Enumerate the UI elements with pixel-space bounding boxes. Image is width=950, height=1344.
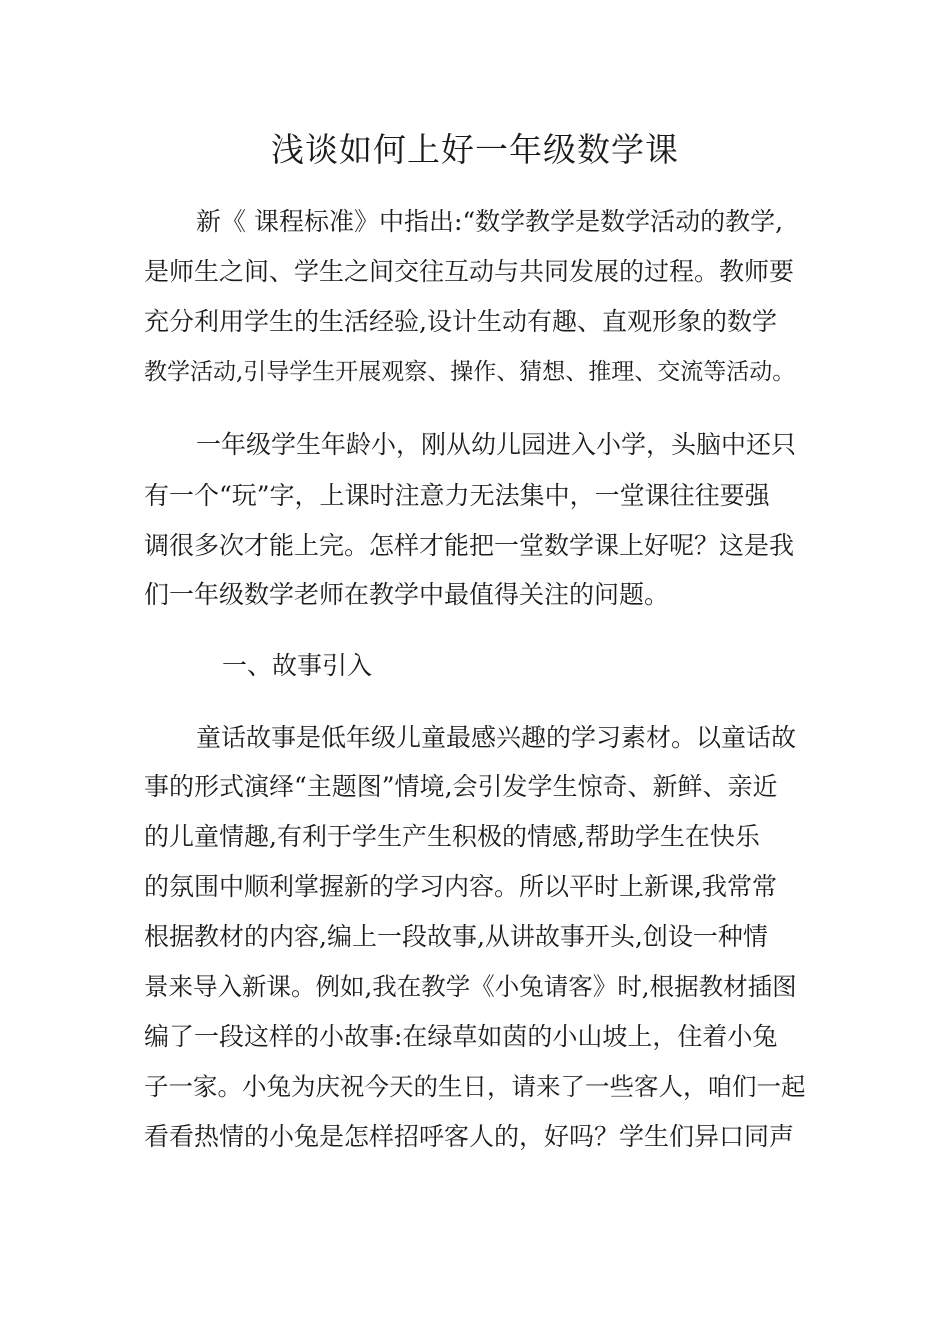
text-line: 看看热情的小兔是怎样招呼客人的，好吗？学生们异口同声	[144, 1122, 795, 1151]
document-title: 浅谈如何上好一年级数学课	[271, 130, 679, 169]
text-line: 充分利用学生的生活经验,设计生动有趣、直观形象的数学	[144, 307, 777, 336]
text-line: 新《 课程标准》中指出:“数学教学是数学活动的教学,	[196, 207, 784, 236]
text-line: 是师生之间、学生之间交往互动与共同发展的过程。教师要	[144, 257, 795, 286]
text-line: 有一个“玩”字，上课时注意力无法集中，一堂课往往要强	[144, 481, 770, 510]
text-line: 景来导入新课。例如,我在教学《小兔请客》时,根据教材插图	[144, 972, 797, 1001]
text-line: 的氛围中顺利掌握新的学习内容。所以平时上新课,我常常	[144, 872, 777, 901]
text-line: 教学活动,引导学生开展观察、操作、猜想、推理、交流等活动。	[144, 359, 796, 385]
text-line: 编了一段这样的小故事:在绿草如茵的小山坡上，住着小兔	[144, 1022, 778, 1051]
text-line: 们一年级数学老师在教学中最值得关注的问题。	[144, 580, 670, 609]
text-line: 根据教材的内容,编上一段故事,从讲故事开头,创设一种情	[144, 922, 768, 951]
text-line: 的儿童情趣,有利于学生产生积极的情感,帮助学生在快乐	[144, 822, 760, 851]
text-line: 调很多次才能上完。怎样才能把一堂数学课上好呢？这是我	[144, 531, 795, 560]
text-line: 童话故事是低年级儿童最感兴趣的学习素材。以童话故	[196, 723, 797, 752]
text-line: 事的形式演绎“主题图”情境,会引发学生惊奇、新鲜、亲近	[144, 772, 778, 801]
text-line: 一年级学生年龄小，刚从幼儿园进入小学，头脑中还只	[196, 430, 797, 459]
section-heading: 一、故事引入	[222, 651, 373, 680]
text-line: 子一家。小兔为庆祝今天的生日，请来了一些客人，咱们一起	[144, 1072, 806, 1101]
